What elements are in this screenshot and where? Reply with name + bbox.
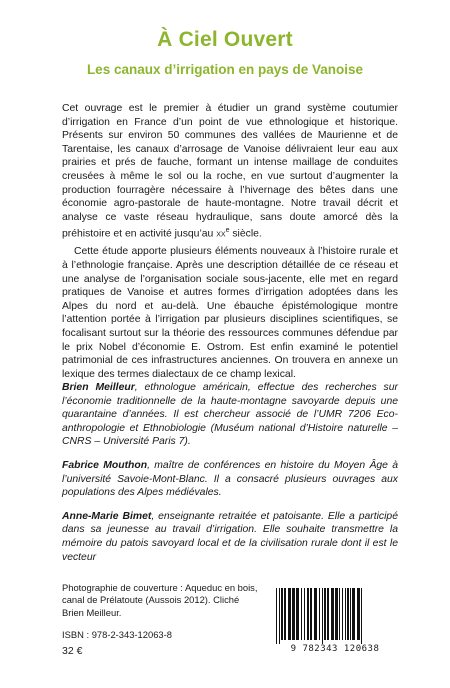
summary-paragraph-1-end: siècle.: [229, 228, 262, 240]
author-description: , maître de conférences en histoire du Moyen Âge à l’université Savoie-Mont-Blanc. Il a consacré plusieurs ouvrages aux populations des Alpes médiévales.: [62, 459, 398, 499]
author-bios: [62, 381, 398, 574]
barcode: [268, 586, 402, 660]
author-name: Fabrice Mouthon: [62, 459, 148, 471]
summary-paragraph-2: Cette étude apporte plusieurs éléments nouveaux à l’histoire rurale et à l’ethnologie française. Après une description détaillée de ce réseau et une analyse de l’organisation sociale sous-jacente, elle met en regard pratiques de Vanoise et autres formes d’irrigation adoptées dans les Alpes du nord et au-delà. Une ébauche épistémologique montre l’attention portée à l’irrigation par plusieurs disciplines scientifiques, se focalisant surtout sur la théorie des ressources communes défendue par le prix Nobel d’économie E. Ostrom. Est enfin examiné le potentiel patrimonial de ces infrastructures anciennes. On trouvera en annexe un lexique des termes dialectaux de ce champ lexical.: [62, 246, 398, 380]
century-superscript: e: [225, 227, 230, 235]
summary-paragraph-1: [62, 102, 398, 241]
author-bio: [62, 459, 398, 500]
book-title: À Ciel Ouvert: [157, 28, 293, 51]
author-name: Brien Meilleur: [62, 382, 135, 393]
author-description: , ethnologue américain, effectue des recherches sur l’économie traditionnelle de la haute-montagne savoyarde depuis une quarantaine d’années. Il est chercheur associé de l’UMR 7206 Eco-anthropologie et Ethnobiologie (Muséum national d’Histoire naturelle – CNRS – Université Paris 7).: [62, 382, 398, 448]
summary-paragraph-1-text: Cet ouvrage est le premier à étudier un grand système coutumier d’irrigation en France d’un point de vue ethnologique et historique. Présents sur environ 50 communes des vallées de Maurienne et de Tarentaise, les canaux d’arrosage de Vanoise délivraient leur eau aux prairies et prés de fauche, formant un intense maillage de conduites creusées à même le sol ou la roche, en vue surtout d’augmenter la production fourragère nécessaire à l’hivernage des bêtes dans une économie agro-pastorale de haute-montagne. Notre travail décrit et analyse ce vaste réseau hydraulique, sans doute amorcé dès la préhistoire et en activité jusqu’au: [62, 103, 398, 240]
barcode-digits: 9 782343 120638: [290, 644, 380, 654]
book-subtitle: Les canaux d’irrigation en pays de Vanoise: [86, 62, 364, 77]
barcode-icon: [274, 588, 396, 644]
author-bio: [62, 510, 398, 564]
century-numeral: xx: [216, 228, 226, 240]
author-bio: [62, 381, 398, 449]
summary-text: [62, 102, 398, 381]
cover-photo-credit: Photographie de couverture : Aqueduc en bois, canal de Prélatoute (Aussois 2012). Cliché Brien Meilleur.: [62, 582, 258, 618]
author-description: , enseignante retraitée et patoisante. Elle a participé dans sa jeunesse au travail d’irrigation. Elle souhaite transmettre la mémoire du patois savoyard local et de la civilisation rurale dont il est le vecteur: [62, 510, 398, 563]
price: 32 €: [62, 645, 83, 657]
isbn: ISBN : 978-2-343-12063-8: [62, 629, 172, 640]
author-name: Anne-Marie Bimet: [62, 510, 152, 522]
